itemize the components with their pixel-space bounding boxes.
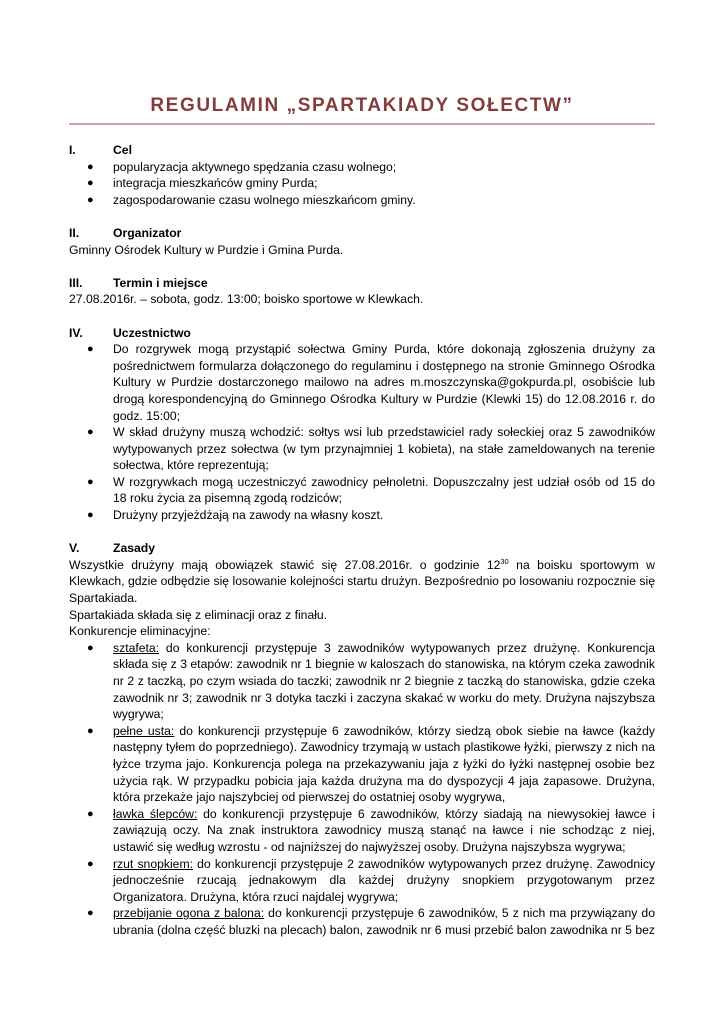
bullet-icon: ● bbox=[87, 724, 94, 737]
title-underline bbox=[69, 123, 655, 125]
section-text: 27.08.2016r. – sobota, godz. 13:00; boisko sportowe w Klewkach. bbox=[69, 292, 424, 307]
bullet-icon: ● bbox=[87, 160, 94, 173]
section-title: Zasady bbox=[113, 541, 156, 556]
list-item: ● integracja mieszkańców gminy Purda; bbox=[87, 176, 318, 191]
list-item: ● popularyzacja aktywnego spędzania czasu wolnego; bbox=[87, 159, 397, 174]
section-title: Cel bbox=[113, 143, 132, 157]
bullet-icon: ● bbox=[87, 641, 94, 654]
bullet-icon: ● bbox=[87, 857, 94, 870]
competition-list bbox=[69, 640, 655, 939]
section-number: III. bbox=[69, 275, 83, 290]
competition-item: ● przebijanie ogona z balona: do konkurencji przystępuje 6 zawodników, 5 z nich ma przywiązany do ubrania (dolna część bluzki na plecach) balon, zawodnik nr 6 musi przebić balon zawodnika nr 5 bez bbox=[87, 906, 655, 937]
section-title: Organizator bbox=[113, 225, 182, 240]
bullet-list bbox=[69, 341, 655, 524]
competition-name: przebijanie ogona z balona: bbox=[113, 906, 265, 921]
document-page bbox=[69, 93, 655, 955]
zasady-structure: Spartakiada składa się z eliminacji oraz z finału. bbox=[69, 607, 328, 622]
section-heading bbox=[69, 325, 655, 342]
section-cel bbox=[69, 142, 655, 208]
competition-item: ● rzut snopkiem: do konkurencji przystępuje 2 zawodników wytypowanych przez drużynę. Zawodnicy jednocześnie rzucają jednakowym dla każdej drużyny snopkiem przygotowanym przez Organizatora. Drużyna, która rzuci najdalej wygrywa; bbox=[87, 856, 656, 904]
section-termin bbox=[69, 275, 655, 308]
zasady-list-heading: Konkurencje eliminacyjne: bbox=[69, 624, 211, 639]
competition-name: ławka ślepców: bbox=[113, 806, 198, 821]
competition-name: rzut snopkiem: bbox=[113, 856, 194, 871]
bullet-icon: ● bbox=[87, 509, 94, 522]
bullet-icon: ● bbox=[87, 807, 94, 820]
competition-name: pełne usta: bbox=[113, 723, 175, 738]
bullet-icon: ● bbox=[87, 193, 94, 206]
section-title: Termin i miejsce bbox=[113, 275, 208, 290]
section-organizator bbox=[69, 225, 655, 258]
section-number: V. bbox=[69, 541, 80, 556]
section-text: Gminny Ośrodek Kultury w Purdzie i Gmina Purda. bbox=[69, 242, 344, 257]
zasady-intro: Wszystkie drużyny mają obowiązek stawić się 27.08.2016r. o godzinie $12^{30}$ na boisku sportowym w Klewkach, gdzie odbędzie się losowanie kolejności startu drużyn. Bezpośrednio po losowaniu rozpocznie się Spartakiada. bbox=[69, 556, 655, 606]
list-item: ● zagospodarowanie czasu wolnego mieszkańcom gminy. bbox=[87, 192, 416, 207]
list-item: ● Drużyny przyjeżdżają na zawody na własny koszt. bbox=[87, 508, 384, 523]
section-heading bbox=[69, 540, 655, 557]
section-title: Uczestnictwo bbox=[113, 325, 191, 340]
time-superscript: 30 bbox=[500, 556, 509, 566]
section-heading bbox=[69, 225, 655, 242]
competition-item: ● sztafeta: do konkurencji przystępuje 3 zawodników wytypowanych przez drużynę. Konkurencja składa się z 3 etapów: zawodnik nr 1 biegnie w kaloszach do stanowiska, na którym czeka zawodnik nr 2 z taczką, po czym wsiada do taczki; zawodnik nr 2 biegnie z taczką do stanowiska, gdzie czeka zawodnik nr 3; zawodnik nr 3 dotyka taczki i zaczyna skakać w worku do mety. Drużyna najszybsza wygrywa; bbox=[87, 640, 655, 722]
bullet-icon: ● bbox=[87, 475, 94, 488]
list-item: ● Do rozgrywek mogą przystąpić sołectwa Gminy Purda, które dokonają zgłoszenia drużyny za pośrednictwem formularza dołączonego do regulaminu i dostępnego na stronie Gminnego Ośrodka Kultury w Purdzie dostarczonego mailowo na adres m.moszczynska@gokpurda.pl, osobiście lub drogą korespondencyjną do Gminnego Ośrodka Kultury w Purdzie (Klewki 15) do 12.08.2016 r. do godz. 15:00; bbox=[87, 342, 655, 423]
competition-name: sztafeta: bbox=[113, 640, 160, 655]
section-heading bbox=[69, 142, 655, 159]
section-number: II. bbox=[69, 225, 80, 240]
section-zasady bbox=[69, 540, 655, 938]
section-heading bbox=[69, 275, 655, 292]
list-item: ● W rozgrywkach mogą uczestniczyć zawodnicy pełnoletni. Dopuszczalny jest udział osób od 15 do 18 roku życia za pisemną zgodą rodziców; bbox=[87, 474, 655, 506]
bullet-icon: ● bbox=[87, 426, 94, 439]
list-item: ● W skład drużyny muszą wchodzić: sołtys wsi lub przedstawiciel rady sołeckiej oraz 5 zawodników wytypowanych przez sołectwa (w tym przynajmniej 1 kobieta), na stałe zameldowanych na terenie sołectwa, które reprezentują; bbox=[87, 425, 655, 473]
document-title: REGULAMIN „SPARTAKIADY SOŁECTW” bbox=[150, 95, 574, 116]
section-number: I. bbox=[69, 143, 76, 157]
competition-item: ● pełne usta: do konkurencji przystępuje 6 zawodników, którzy siedzą obok siebie na ławce (każdy następny tyłem do poprzedniego). Zawodnicy trzymają w ustach plastikowe łyżki, pierwszy z nich na łyżce trzyma jajo. Konkurencja polega na przekazywaniu jaja z łyżki do łyżki następnej osobie bez użycia rąk. W przypadku pobicia jaja każda drużyna ma do dyspozycji 4 jaja zapasowe. Drużyna, która przekaże jajo najszybciej od pierwszej do ostatniej osoby wygrywa, bbox=[87, 723, 656, 805]
bullet-list bbox=[69, 159, 655, 209]
section-uczestnictwo bbox=[69, 325, 655, 524]
bullet-icon: ● bbox=[87, 343, 94, 356]
section-number: IV. bbox=[69, 325, 83, 340]
competition-item: ● ławka ślepców: do konkurencji przystępuje 6 zawodników, którzy siadają na niewysokiej ławce i zawiązują oczy. Na znak instruktora zawodnicy muszą stanąć na ławce i nie schodząc z niej, ustawić się według wzrostu - od najniższej do najwyższej osoby. Drużyna najszybsza wygrywa; bbox=[87, 806, 655, 854]
bullet-icon: ● bbox=[87, 177, 94, 190]
bullet-icon: ● bbox=[87, 907, 94, 920]
